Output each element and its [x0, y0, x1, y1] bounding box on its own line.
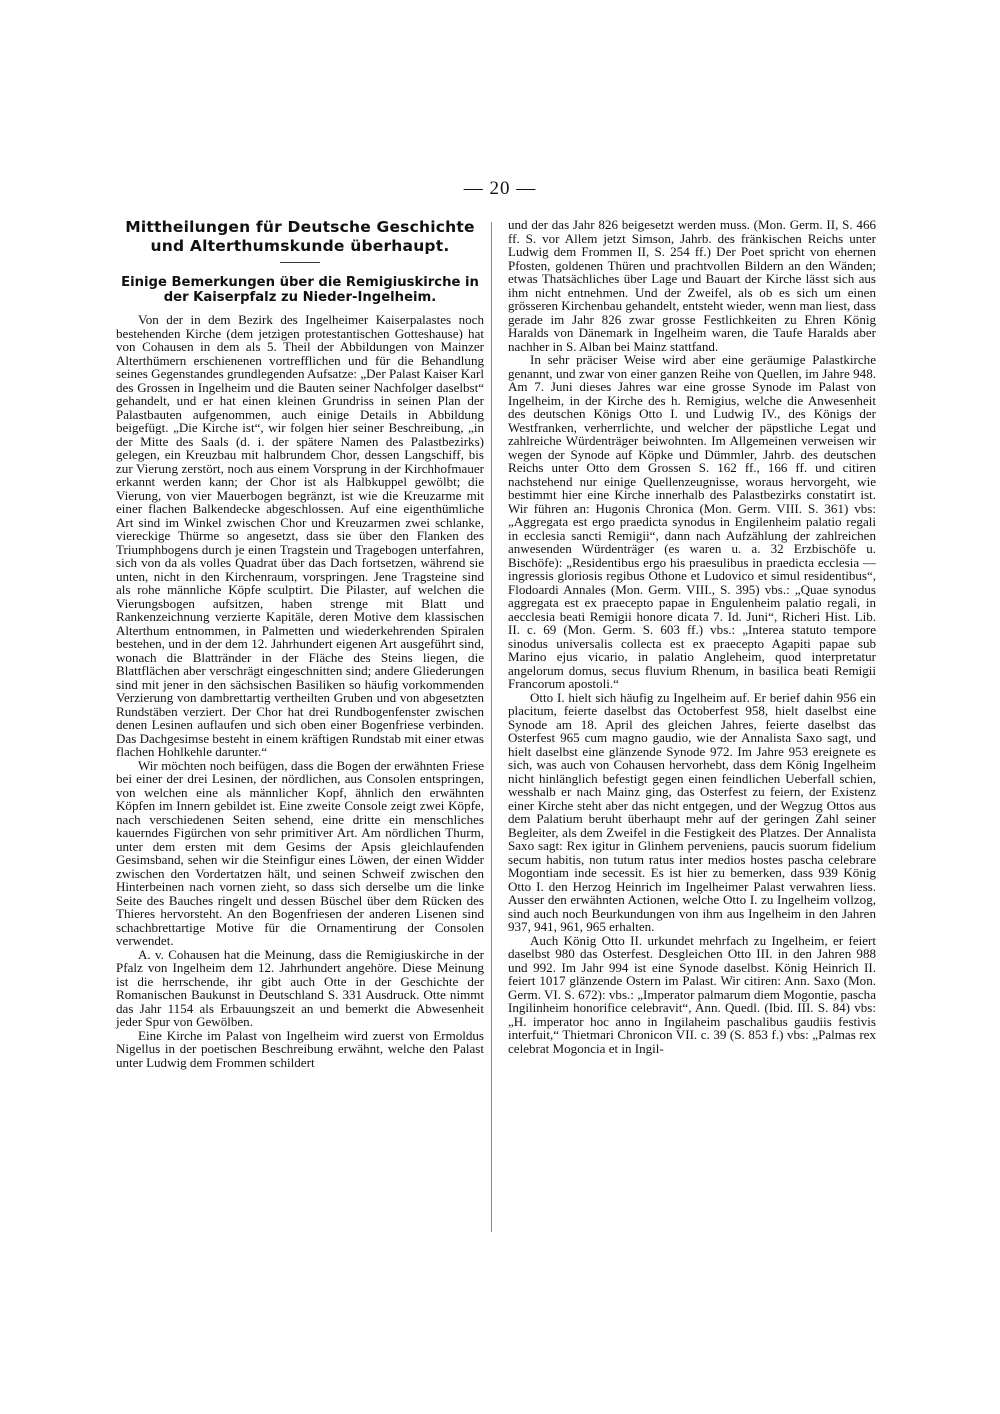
- page-number: — 20 —: [463, 178, 537, 199]
- title-separator: [280, 262, 320, 263]
- paragraph: A. v. Cohausen hat die Meinung, dass die Remigiuskirche in der Pfalz von Ingelheim dem 12. Jahrhundert angehöre. Diese Meinung ist die herrschende, ihr gibt auch Otte in der Geschichte der Romanischen Baukunst in Deutschland S. 331 Ausdruck. Otte nimmt das Jahr 1154 als Erbauungszeit an und bemerkt die Abwesenheit jeder Spur von Gewölben.: [116, 946, 484, 1029]
- right-column: [508, 218, 876, 1055]
- section-title: Mittheilungen für Deutsche Geschichte und Alterthumskunde überhaupt.: [125, 218, 475, 255]
- paragraph: Otto I. hielt sich häufig zu Ingelheim auf. Er berief dahin 956 ein placitum, feierte daselbst das Octoberfest 958, hielt daselbst eine Synode am 18. April des gleichen Jahres, feierte daselbst das Osterfest 965 cum magno gaudio, wie der Annalista Saxo sagt, und hielt daselbst eine glänzende Synode 972. Im Jahre 953 ereignete es sich, was auch von Cohausen hervorhebt, dass dem König Ingelheim nicht hinlänglich befestigt gegen einen feindlichen Ueberfall schien, wesshalb er nach Mainz ging, das Osterfest zu feiern, der Existenz einer Kirche steht aber das nicht entgegen, und der Wegzug Ottos aus dem Palatium beruht überhaupt mehr auf der geringen Zahl seiner Begleiter, als dem Zweifel in die Festigkeit des Platzes. Der Annalista Saxo sagt: Rex igitur in Glinhem perveniens, paucis suorum fidelium secum habitis, non tutum ratus inter medios hostes pascha celebrare Mogontiam inde secessit. Es ist hier zu bemerken, dass 939 König Otto I. den Herzog Heinrich im Ingelheimer Palast verwahren liess. Ausser den erwähnten Actionen, welche Otto I. zu Ingelheim vollzog, sind auch noch Beurkundungen von ihm aus Ingelheim in den Jahren 937, 941, 961, 965 erhalten.: [508, 689, 876, 934]
- paragraph: Auch König Otto II. urkundet mehrfach zu Ingelheim, er feiert daselbst 980 das Osterfest. Desgleichen Otto III. in den Jahren 988 und 992. Im Jahr 994 ist eine Synode daselbst. König Heinrich II. feiert 1017 glänzende Ostern im Palast. Wir citiren: Ann. Saxo (Mon. Germ. VI. S. 672): vbs.: „Imperator palmarum diem Mogontie, pascha Ingilinheim honorifice celebravit“, Ann. Quedl. (Ibid. III. S. 84) vbs: „H. imperator hoc anno in Ingilaheim paschalibus gaudiis festivis interfuit,“ Thietmari Chronicon VII. c. 39 (S. 853 f.) vbs: „Palmas rex celebrat Mogoncia et in Ingil-: [508, 932, 876, 1056]
- article-title: Einige Bemerkungen über die Remigiuskirche in der Kaiserpfalz zu Nieder-Ingelheim.: [121, 275, 479, 305]
- paragraph: Wir möchten noch beifügen, dass die Bogen der erwähnten Friese bei einer der drei Lesinen, der nördlichen, aus Consolen entspringen, von welchen eine als männlicher Kopf, ähnlich den erwähnten Köpfen im Innern gebildet ist. Eine zweite Console zeigt zwei Köpfe, nach verschiedenen Seiten sehend, eine dritte ein menschliches kauerndes Figürchen von sehr primitiver Art. Am nördlichen Thurm, unter dem ersten mit dem Gesims der Apsis gleichlaufenden Gesimsband, sehen wir die Steinfigur eines Löwen, der einen Widder zwischen den Vordertatzen hält, und seinen Schweif zwischen den Hinterbeinen nach vornen zieht, so dass sich derselbe um die linke Seite des Bauches ringelt und dessen Büschel über dem Rücken des Thieres hervorsteht. An den Bogenfriesen der anderen Lisenen sind schachbrettartige Motive für die Ornamentirung der Consolen verwendet.: [116, 757, 484, 948]
- column-divider: [491, 222, 492, 1232]
- paragraph: Eine Kirche im Palast von Ingelheim wird zuerst von Ermoldus Nigellus in der poetischen Beschreibung erwähnt, welche den Palast unter Ludwig dem Frommen schildert: [116, 1027, 484, 1070]
- paragraph: und der das Jahr 826 beigesetzt werden muss. (Mon. Germ. II, S. 466 ff. S. vor Allem jetzt Simson, Jahrb. des fränkischen Reichs unter Ludwig dem Frommen II, S. 254 ff.) Der Poet spricht von ehernen Pfosten, goldenen Thüren und prachtvollen Bildern an den Wänden; etwas Thatsächliches über Lage und Bauart der Kirche lässt sich aus ihm nicht entnehmen. Und der Zweifel, als ob es sich um einen grösseren Kirchenbau gehandelt, entsteht wieder, wenn man liest, dass gerade im Jahr 826 zwar grosse Festlichkeiten zu Ehren König Haralds von Dänemark in Ingelheim waren, die Taufe Haralds aber nachher in S. Alban bei Mainz stattfand.: [508, 217, 876, 354]
- left-column: [116, 218, 484, 1069]
- paragraph: Von der in dem Bezirk des Ingelheimer Kaiserpalastes noch bestehenden Kirche (dem jetzigen protestantischen Gotteshause) hat von Cohausen in dem als 5. Theil der Abbildungen von Mainzer Alterthümern erschienenen vortrefflichen und für die Behandlung seines Gegenstandes grundlegenden Aufsatze: „Der Palast Kaiser Karl des Grossen in Ingelheim und die Bauten seiner Nachfolger daselbst“ gehandelt, und er hat einen kleinen Grundriss in seinen Plan der Palastbauten aufgenommen, auch einige Details in Abbildung beigefügt. „Die Kirche ist“, wir folgen hier seiner Beschreibung, „in der Mitte des Saals (d. i. der spätere Namen des Palastbezirks) gelegen, ein Kreuzbau mit halbrundem Chor, dessen Langschiff, bis zur Vierung zerstört, noch aus einem Vorsprung in der Kirchhofmauer erkannt werden kann; der Chor ist als Halbkuppel gewölbt; die Vierung, von vier Mauerbogen begränzt, ist wie die Kreuzarme mit einer flachen Balkendecke abgeschlossen. Auf eine eigenthümliche Art sind im Winkel zwischen Chor und Kreuzarmen zwei schlanke, viereckige Thürme so angesetzt, dass sie über den Flanken des Triumphbogens durch je einen Tragstein und Tragebogen unterfahren, sich von da als volles Quadrat über das Dach fortsetzen, während sie unten, nicht in den Kirchenraum, vorspringen. Jene Tragsteine sind als rohe männliche Köpfe sculptirt. Die Pilaster, auf welchen die Vierungsbogen aufsitzen, haben strenge mit Blatt und Rankenzeichnung verzierte Kapitäle, deren Motive dem klassischen Alterthum entnommen, in Palmetten und wiederkehrenden Spiralen bestehen, und in der dem 12. Jahrhundert eigenen Art ausgeführt sind, wonach die Blattränder in der Fläche des Steins liegen, die Blattflächen aber verschrägt eingeschnitten sind; andere Gliederungen sind mit jener in den sächsischen Basiliken so häufig vorkommenden Verzierung von dambrettartig vertheilten Gruben und von abgesetzten Rundstäben verziert. Der Chor hat drei Rundbogenfenster zwischen denen Lesinen auflaufen und sich oben einer Bogenfriese verbinden. Das Dachgesimse besteht in einem kräftigen Rundstab mit einer etwas flachen Hohlkehle darunter.“: [116, 312, 484, 759]
- paragraph: In sehr präciser Weise wird aber eine geräumige Palastkirche genannt, und zwar von einer ganzen Reihe von Quellen, im Jahre 948. Am 7. Juni dieses Jahres war eine grosse Synode im Palast von Ingelheim, in der Kirche des h. Remigius, welche die Anwesenheit des deutschen Königs Otto I. und Ludwig IV., des Königs der Westfranken, verherrlichte, und welcher der päpstliche Legat und zahlreiche Würdenträger beiwohnten. Im Allgemeinen verweisen wir wegen der Synode auf Köpke und Dümmler, Jahrb. des deutschen Reichs unter Otto dem Grossen S. 162 ff., 166 ff. und citiren nachstehend nur einige Quellenzeugnisse, woraus hervorgeht, wie bestimmt hier eine Kirche innerhalb des Palastbezirks constatirt ist. Wir führen an: Hugonis Chronica (Mon. Germ. VIII. S. 361) vbs: „Aggregata est ergo praedicta synodus in Engilenheim palatio regali in ecclesia sancti Remigii“, dann nach Aufzählung der zahlreichen anwesenden Würdenträger (es waren u. a. 32 Erzbischöfe u. Bischöfe): „Residentibus ergo his praesulibus in praedicta ecclesia — ingressis gloriosis regibus Othone et Ludovico et simul residentibus“, Flodoardi Annales (Mon. Germ. VIII., S. 395) vbs.: „Quae synodus aggregata est ex praecepto papae in Engulenheim palatio regali, in aecclesia beati Remigii honore dicata 7. Id. Juni“, Richeri Hist. Lib. II. c. 69 (Mon. Germ. S. 603 ff.) vbs.: „Interea statuto tempore sinodus universalis collecta est ex praecepto Agapiti papae sub Marino ejus vicario, in palatio Angleheim, quod interpretatur angelorum domus, secus fluvium Rhenum, in basilica beati Remigii Francorum apostoli.“: [508, 352, 876, 691]
